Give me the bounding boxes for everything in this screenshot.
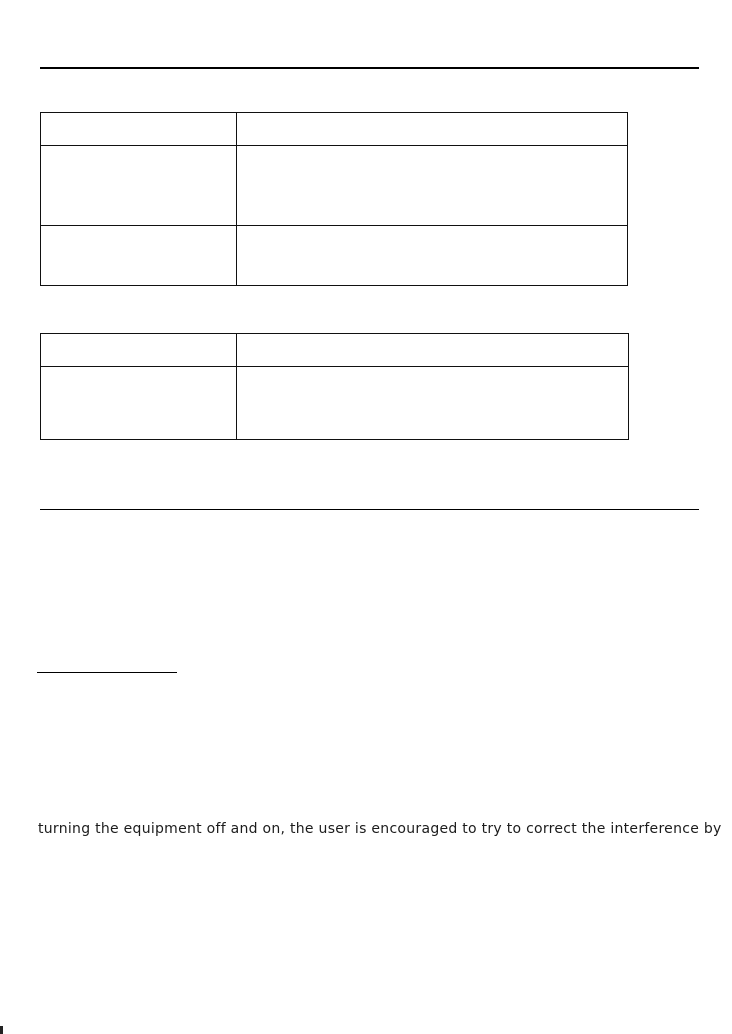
table-cell: [237, 334, 629, 367]
spec-table-1: [40, 112, 628, 286]
table-cell: [41, 146, 237, 226]
table-cell: [237, 367, 629, 440]
table-row: [41, 334, 629, 367]
section-divider: [40, 509, 699, 510]
table-row: [41, 226, 628, 286]
heading-underline: [37, 672, 177, 673]
table-cell: [237, 146, 628, 226]
table-cell: [237, 113, 628, 146]
table-cell: [41, 226, 237, 286]
table-cell: [41, 113, 237, 146]
table-cell: [41, 334, 237, 367]
spec-table-2: [40, 333, 629, 440]
table-row: [41, 367, 629, 440]
table-row: [41, 113, 628, 146]
body-text-line: turning the equipment off and on, the user is encouraged to try to correct the interference by: [38, 821, 722, 837]
table-row: [41, 146, 628, 226]
top-rule: [40, 67, 699, 69]
table-cell: [237, 226, 628, 286]
table-cell: [41, 367, 237, 440]
corner-mark: [0, 1026, 3, 1034]
